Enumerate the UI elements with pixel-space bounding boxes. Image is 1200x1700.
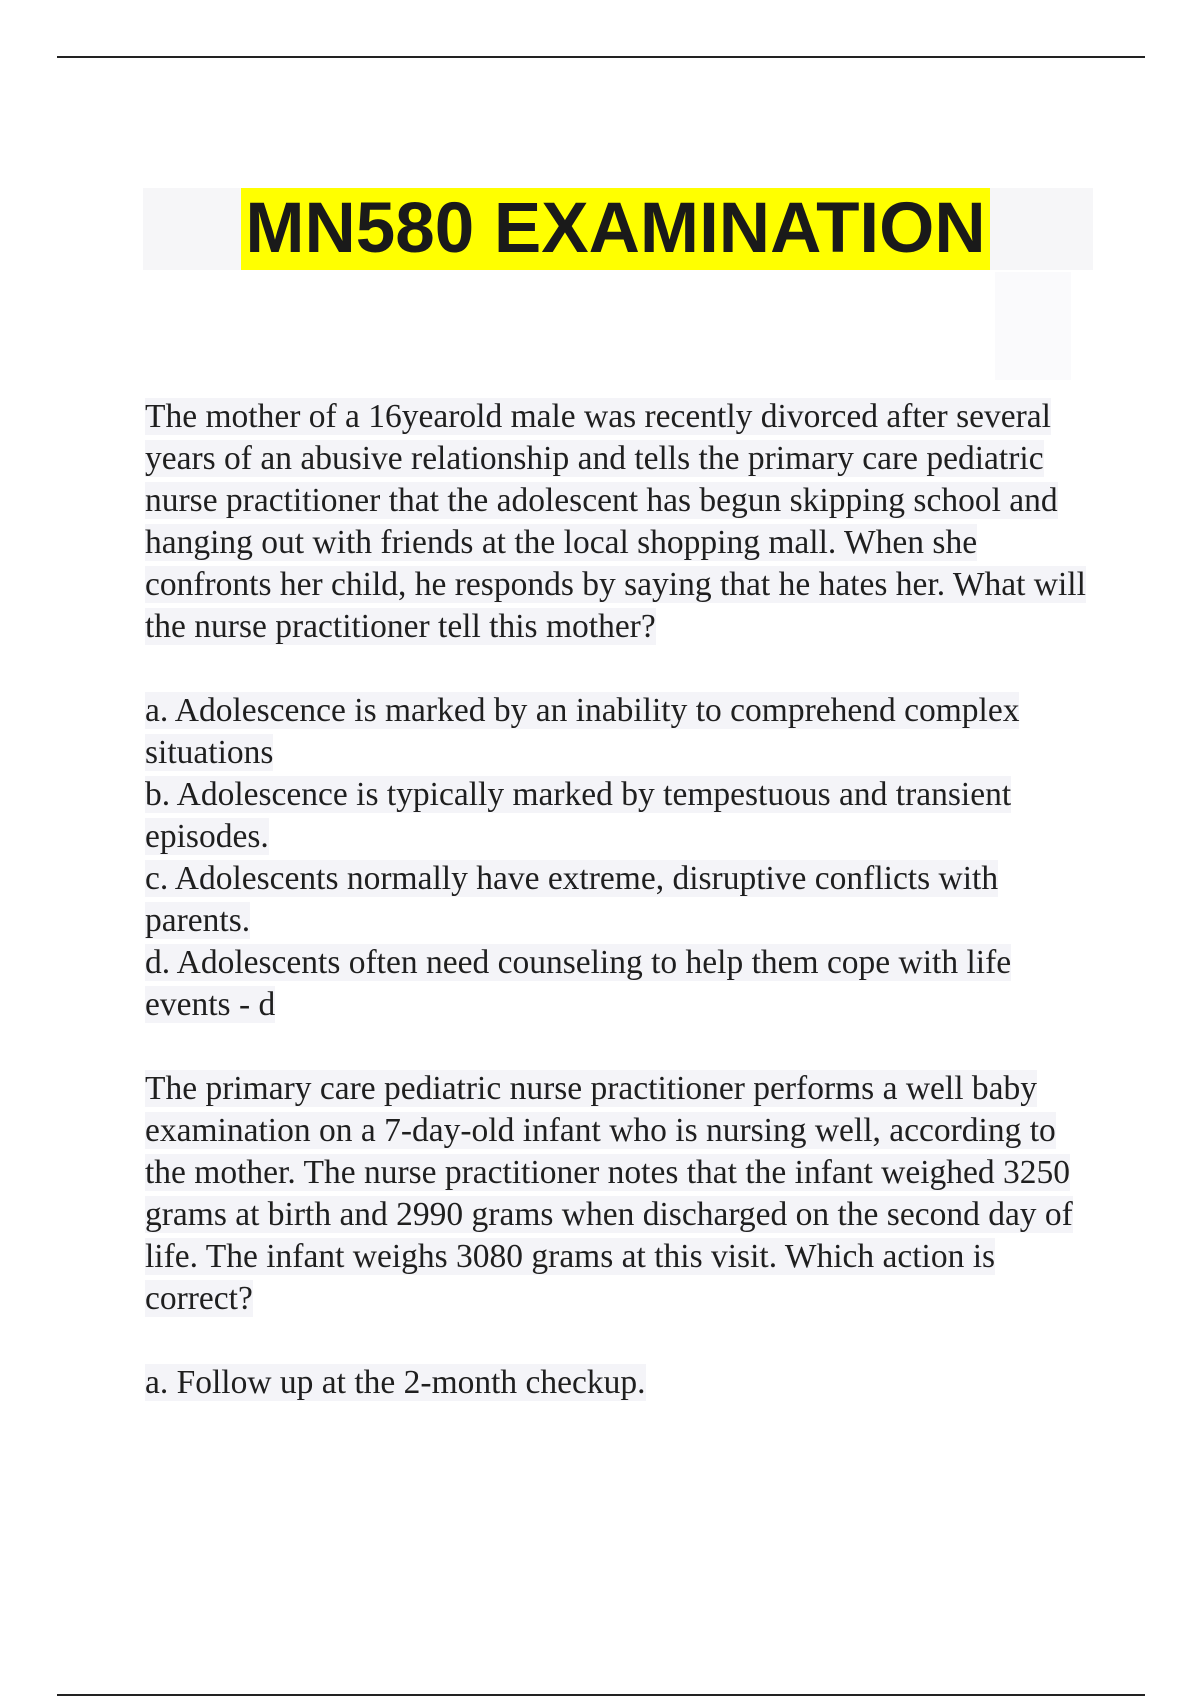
top-rule <box>57 56 1145 58</box>
page-title: MN580 EXAMINATION <box>241 188 989 270</box>
spacer <box>145 1026 1095 1068</box>
bottom-rule <box>57 1694 1145 1696</box>
spacer <box>145 1320 1095 1362</box>
option-text: a. Follow up at the 2-month checkup. <box>145 1364 646 1401</box>
document-body <box>145 396 1095 1404</box>
spacer <box>145 648 1095 690</box>
page-title-container <box>0 188 1200 270</box>
option-text: b. Adolescence is typically marked by tempestuous and transient episodes. <box>145 776 1012 855</box>
question-1-stem <box>145 396 1095 648</box>
question-stem-text: The mother of a 16yearold male was recently divorced after several years of an abusive relationship and tells the primary care pediatric nurse practitioner that the adolescent has begun skipping school and hanging out with friends at the local shopping mall. When she confronts her child, he responds by saying that he hates her. What will the nurse practitioner tell this mother? <box>145 398 1086 645</box>
question-1-option-a <box>145 690 1095 774</box>
question-1-option-d <box>145 942 1095 1026</box>
option-text: d. Adolescents often need counseling to help them cope with life events - d <box>145 944 1012 1023</box>
question-1-option-b <box>145 774 1095 858</box>
question-1-option-c <box>145 858 1095 942</box>
side-shade <box>995 272 1071 380</box>
option-text: a. Adolescence is marked by an inability to comprehend complex situations <box>145 692 1020 771</box>
question-stem-text: The primary care pediatric nurse practitioner performs a well baby examination on a 7-day-old infant who is nursing well, according to the mother. The nurse practitioner notes that the infant weighed 3250 grams at birth and 2990 grams when discharged on the second day of life. The infant weighs 3080 grams at this visit. Which action is correct? <box>145 1070 1073 1317</box>
question-2-stem <box>145 1068 1095 1320</box>
question-2-option-a <box>145 1362 1095 1404</box>
option-text: c. Adolescents normally have extreme, disruptive conflicts with parents. <box>145 860 999 939</box>
